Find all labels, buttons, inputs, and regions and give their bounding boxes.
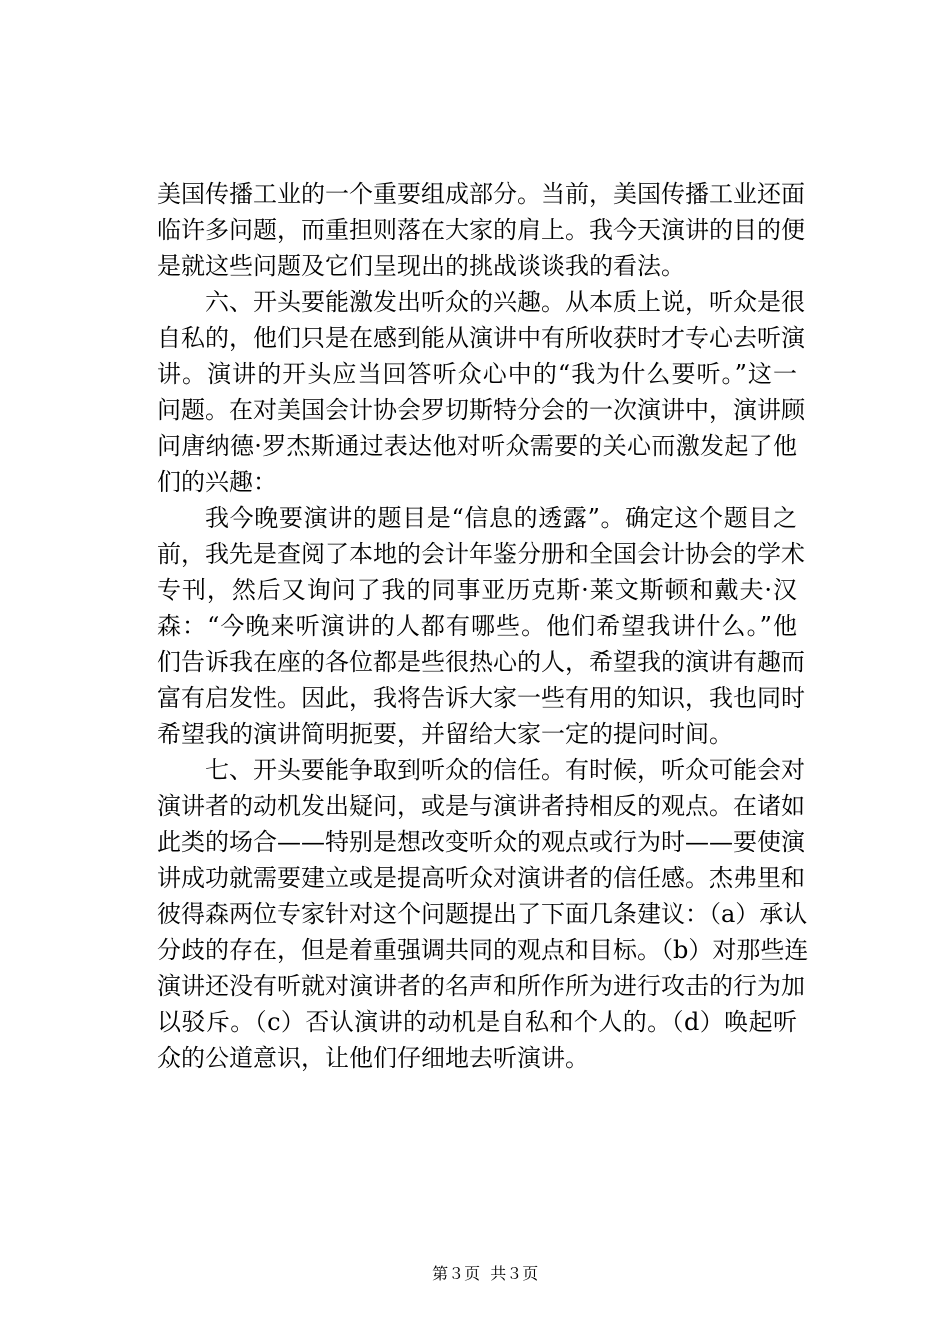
text-line: 讲。演讲的开头应当回答听众心中的“我为什么要听。”这一 [157,360,797,388]
text-line: 演讲还没有听就对演讲者的名声和所作所为进行攻击的行为加 [157,972,805,1000]
text-line: 是就这些问题及它们呈现出的挑战谈谈我的看法。 [157,252,685,280]
text-line: 我今晚要演讲的题目是“信息的透露”。确定这个题目之 [205,504,797,532]
text-line: 问题。在对美国会计协会罗切斯特分会的一次演讲中，演讲顾 [157,396,805,424]
text-line: 七、开头要能争取到听众的信任。有时候，听众可能会对 [205,756,805,784]
text-line: 专刊，然后又询问了我的同事亚历克斯·莱文斯顿和戴夫·汉 [157,576,797,604]
body-text [157,176,809,1076]
text-line: 前，我先是查阅了本地的会计年鉴分册和全国会计协会的学术 [157,540,805,568]
text-line: 演讲者的动机发出疑问，或是与演讲者持相反的观点。在诸如 [157,792,805,820]
text-line: 临许多问题，而重担则落在大家的肩上。我今天演讲的目的便 [157,216,805,244]
text-line: 讲成功就需要建立或是提高听众对演讲者的信任感。杰弗里和 [157,864,805,892]
text-line: 众的公道意识，让他们仔细地去听演讲。 [157,1044,589,1072]
text-line: 分歧的存在，但是着重强调共同的观点和目标。（b）对那些连 [157,936,809,964]
text-line: 自私的，他们只是在感到能从演讲中有所收获时才专心去听演 [157,324,805,352]
text-line: 以驳斥。（c）否认演讲的动机是自私和个人的。（d）唤起听 [157,1008,797,1036]
text-line: 此类的场合——特别是想改变听众的观点或行为时——要使演 [157,828,805,856]
text-line: 森：“今晚来听演讲的人都有哪些。他们希望我讲什么。”他 [157,612,797,640]
text-line: 希望我的演讲简明扼要，并留给大家一定的提问时间。 [157,720,733,748]
text-line: 问唐纳德·罗杰斯通过表达他对听众需要的关心而激发起了他 [157,432,797,460]
page-number-label: 第３页 共３页 [432,1264,539,1283]
text-line: 们告诉我在座的各位都是些很热心的人，希望我的演讲有趣而 [157,648,805,676]
text-line: 们的兴趣： [157,468,277,496]
text-line: 美国传播工业的一个重要组成部分。当前，美国传播工业还面 [157,180,805,208]
text-line: 彼得森两位专家针对这个问题提出了下面几条建议：（a）承认 [157,900,808,928]
text-line: 六、开头要能激发出听众的兴趣。从本质上说，听众是很 [205,288,805,316]
text-line: 富有启发性。因此，我将告诉大家一些有用的知识，我也同时 [157,684,805,712]
page-footer [0,1244,950,1304]
